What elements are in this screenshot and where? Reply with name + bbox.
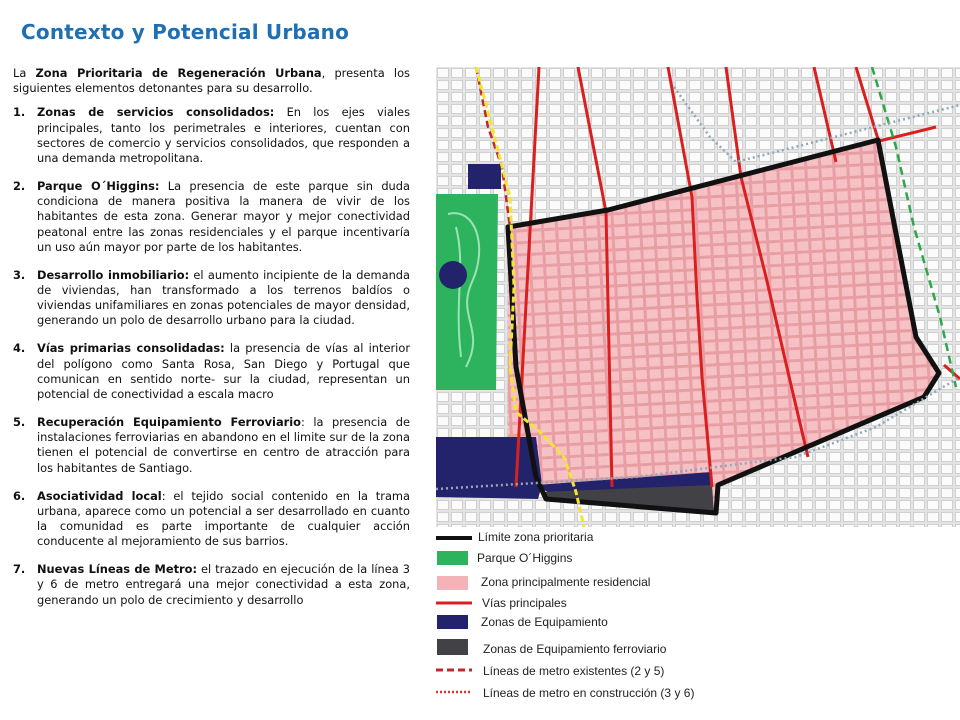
item-body: el trazado en ejecución de la línea 3 y 6 de metro entregará una mejor conectividad a esta zona, generando un polo de crecimiento y desarrollo bbox=[37, 562, 410, 607]
page-title: Contexto y Potencial Urbano bbox=[21, 20, 350, 44]
item-body: la presencia de vías al interior del polígono como Santa Rosa, San Diego y Portugal que comunican en sentido norte- sur la ciudad, representan un potencial de conectividad a escala macro bbox=[37, 341, 410, 402]
intro-bold: Zona Prioritaria de Regeneración Urbana bbox=[35, 66, 322, 80]
list-item bbox=[13, 105, 410, 166]
item-body: La presencia de este parque sin duda condiciona de manera positiva la manera de vivir de los habitantes de esta zona. Generar mayor y mejor conectividad peatonal entre las zonas residenciales y el parque incentivaría un uso aún mayor por parte de los habitantes. bbox=[37, 179, 410, 254]
urban-context-map bbox=[436, 67, 960, 527]
description-column bbox=[13, 66, 410, 621]
legend-swatch-metro-construction bbox=[434, 685, 474, 699]
equipment-zone-north bbox=[468, 164, 501, 189]
item-heading: Asociatividad local bbox=[37, 488, 162, 503]
park-ohiggins bbox=[436, 194, 498, 390]
item-heading: Zonas de servicios consolidados: bbox=[37, 105, 275, 120]
park-equipment-circle bbox=[439, 261, 467, 289]
equipment-zone-south bbox=[436, 437, 542, 499]
potential-list bbox=[13, 105, 410, 607]
item-number: 3. bbox=[13, 267, 26, 282]
list-item bbox=[13, 179, 410, 255]
item-number: 7. bbox=[13, 562, 26, 577]
list-item bbox=[13, 562, 410, 608]
item-heading: Nuevas Líneas de Metro: bbox=[37, 562, 198, 577]
legend-label: Vías principales bbox=[482, 596, 567, 610]
item-heading: Parque O´Higgins: bbox=[37, 179, 160, 194]
legend-swatch-park bbox=[434, 548, 474, 568]
list-item bbox=[13, 415, 410, 476]
legend-swatch-roads bbox=[434, 595, 474, 611]
intro-prefix: La bbox=[13, 66, 36, 80]
item-body: : el tejido social contenido en la trama urbana, aparece como un potencial a ser desarrollado en cuanto la comunidad es parte importante de cualquier acción conducente al mejoramiento de sus barrios. bbox=[37, 488, 411, 549]
item-heading: Recuperación Equipamiento Ferroviario bbox=[37, 415, 301, 430]
legend-label: Parque O´Higgins bbox=[477, 551, 573, 565]
legend-label: Zonas de Equipamiento ferroviario bbox=[483, 642, 667, 656]
legend-swatch-residential bbox=[434, 573, 474, 593]
item-body: En los ejes viales principales, tanto los perimetrales e interiores, cuentan con sectores de comercio y servicios consolidados, que responden a una demanda metropolitana. bbox=[37, 105, 410, 166]
list-item bbox=[13, 341, 410, 402]
item-body: : la presencia de instalaciones ferroviarias en abandono en el limite sur de la zona tienen el potencial de convertirse en centro de atracción para los habitantes de Santiago. bbox=[37, 415, 411, 475]
legend-swatch-rail bbox=[434, 636, 474, 658]
list-item bbox=[13, 268, 410, 329]
item-heading: Desarrollo inmobiliario: bbox=[37, 267, 190, 282]
list-item bbox=[13, 489, 410, 550]
item-number: 6. bbox=[13, 488, 26, 503]
item-number: 2. bbox=[13, 179, 26, 194]
item-body: el aumento incipiente de la demanda de viviendas, han transformado a los terrenos baldíos o viviendas unifamiliares en zonas potenciales de mayor densidad, generando un polo de desarrollo urbano para la ciudad. bbox=[37, 267, 410, 328]
legend-label: Zonas de Equipamiento bbox=[481, 615, 608, 629]
legend-swatch-metro-existing bbox=[434, 663, 474, 677]
legend-label: Límite zona prioritaria bbox=[478, 530, 594, 544]
legend-label: Líneas de metro en construcción (3 y 6) bbox=[483, 686, 695, 700]
item-number: 5. bbox=[13, 415, 26, 430]
legend-swatch-equipment bbox=[434, 612, 474, 632]
legend-label: Líneas de metro existentes (2 y 5) bbox=[483, 664, 665, 678]
intro-suffix: , presenta los siguientes elementos detonantes para su desarrollo. bbox=[13, 66, 410, 96]
item-heading: Vías primarias consolidadas: bbox=[37, 341, 225, 356]
legend-label: Zona principalmente residencial bbox=[481, 575, 651, 589]
item-number: 4. bbox=[13, 341, 26, 356]
item-number: 1. bbox=[13, 105, 26, 120]
intro-paragraph bbox=[13, 66, 410, 96]
legend-swatch-boundary bbox=[434, 528, 474, 544]
map-legend bbox=[434, 526, 754, 716]
